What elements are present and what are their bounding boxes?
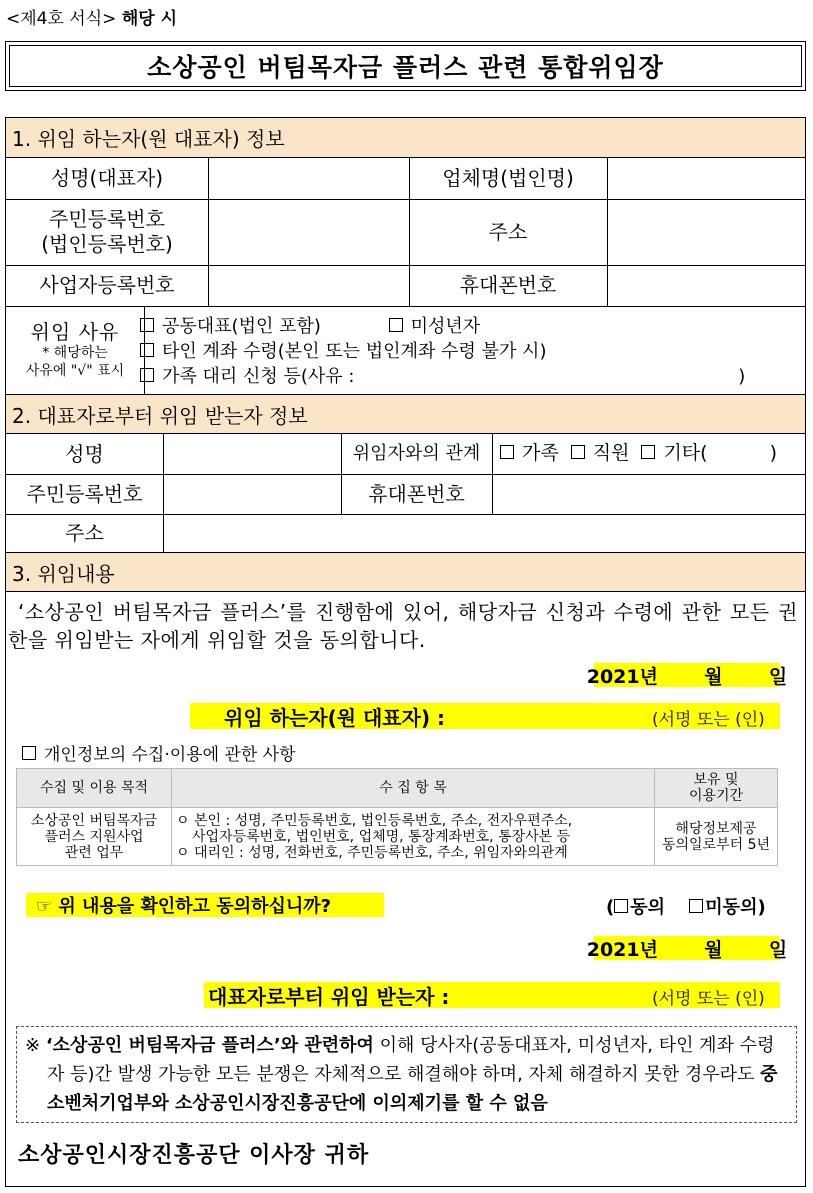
reason-minor-label: 미성년자 <box>410 316 481 337</box>
agree-label: 동의 <box>630 897 666 918</box>
footer-addressee: 소상공인시장진흥공단 이사장 귀하 <box>18 1143 370 1168</box>
agree-checkbox[interactable] <box>614 899 628 913</box>
reason-row-1 <box>140 314 745 339</box>
grantee-phone-field[interactable] <box>492 474 805 514</box>
form-number-label <box>6 4 177 29</box>
form-note: 해당 시 <box>121 9 177 29</box>
grid-line <box>341 434 342 514</box>
privacy-table-row <box>17 808 778 866</box>
purpose-cell <box>17 808 172 866</box>
grid-line <box>6 514 805 515</box>
phone-label: 휴대폰번호 <box>459 273 557 297</box>
grantee-name-label: 성명 <box>65 441 104 466</box>
privacy-table-header <box>17 769 778 808</box>
col-period-line1: 보유 및 <box>693 772 739 788</box>
company-label: 업체명(법인명) <box>442 166 574 190</box>
grantee-rrn-label: 주민등록번호 <box>26 481 143 506</box>
grantee-address-field[interactable] <box>163 514 805 552</box>
rrn-label-line2: (법인등록번호) <box>41 232 173 256</box>
grantee-sign-hint: (서명 또는 (인) <box>652 989 765 1009</box>
reason-note2: 사유에 "√" 표시 <box>25 362 125 379</box>
grantee-rrn-field[interactable] <box>163 474 341 514</box>
reason-account-label: 타인 계좌 수령(본인 또는 법인계좌 수령 불가 시) <box>162 341 547 362</box>
reason-title: 위임 사유 <box>30 320 120 344</box>
rrn-label-line1: 주민등록번호 <box>49 207 165 231</box>
relation-staff-checkbox[interactable] <box>571 445 585 459</box>
period-cell <box>655 808 778 866</box>
grantee-phone-label: 휴대폰번호 <box>368 481 465 506</box>
notice-bold-2: 중소벤처기업부와 소상공인시장진흥공단에 이의제기를 할 수 없음 <box>47 1064 778 1114</box>
reason-row-2 <box>140 339 745 364</box>
reason-account-checkbox[interactable] <box>140 343 154 357</box>
relation-staff-label: 직원 <box>592 442 630 465</box>
agree-open: ( <box>606 897 615 918</box>
items-cell <box>172 808 655 866</box>
relation-other-close: ) <box>769 442 777 465</box>
form-number: <제4호 서식> <box>6 9 117 29</box>
grid-line <box>607 158 608 306</box>
grantee-name-field[interactable] <box>163 434 341 474</box>
grantor-sign-hint: (서명 또는 (인) <box>652 710 765 730</box>
grid-line <box>492 434 493 514</box>
reason-label <box>6 306 144 394</box>
period-line: 해당정보제공 <box>675 820 757 837</box>
consent-paragraph: ‘소상공인 버팀목자금 플러스’를 진행함에 있어, 해당자금 신청과 수령에 관한 모든 권한을 위임받는 자에게 위임할 것을 동의합니다. <box>8 600 798 652</box>
section2-heading: 2. 대표자로부터 위임 받는자 정보 <box>6 394 805 434</box>
privacy-table <box>16 768 778 866</box>
privacy-checkbox[interactable] <box>22 746 36 760</box>
notice-mark: ※ <box>25 1035 41 1056</box>
grid-line <box>409 158 410 306</box>
reason-family-close: ) <box>738 366 746 387</box>
relation-other-label: 기타( <box>663 442 708 465</box>
grantor-sign-label: 위임 하는자(원 대표자) : <box>224 705 446 730</box>
phone-field[interactable] <box>607 265 805 306</box>
disagree-label: 미동의 <box>705 897 758 918</box>
reason-row-3 <box>140 364 745 389</box>
col-items: 수 집 항 목 <box>172 769 655 808</box>
notice-box <box>16 1026 797 1123</box>
grantee-address-label: 주소 <box>65 520 104 545</box>
items-line: ㅇ 본인 : 성명, 주민등록번호, 법인등록번호, 주소, 전자우편주소, <box>176 812 573 829</box>
confirm-question: ☞ 위 내용을 확인하고 동의하십니까? <box>26 893 384 917</box>
date-line-1: 2021년 월 일 <box>594 663 780 687</box>
company-field[interactable] <box>607 158 805 199</box>
reason-note1: * 해당하는 <box>42 345 108 361</box>
title-box <box>5 41 806 91</box>
rrn-field[interactable] <box>208 199 409 265</box>
grid-line <box>6 474 805 475</box>
reason-joint-checkbox[interactable] <box>140 318 154 332</box>
col-period-line2: 이용기간 <box>688 788 744 804</box>
privacy-title-text: 개인정보의 수집·이용에 관한 사항 <box>44 745 296 765</box>
rrn-label <box>6 199 208 265</box>
page-title: 소상공인 버팀목자금 플러스 관련 통합위임장 <box>9 45 802 87</box>
relation-family-checkbox[interactable] <box>500 445 514 459</box>
reason-family-checkbox[interactable] <box>140 368 154 382</box>
bizno-field[interactable] <box>208 265 409 306</box>
grantee-sign-label: 대표자로부터 위임 받는자 : <box>208 984 450 1009</box>
relation-options <box>492 434 813 474</box>
relation-family-label: 가족 <box>522 442 559 465</box>
disagree-checkbox[interactable] <box>689 899 703 913</box>
name-label: 성명(대표자) <box>50 166 164 190</box>
reason-minor-checkbox[interactable] <box>389 318 403 332</box>
grid-line <box>6 199 805 200</box>
notice-bold-1: ‘소상공인 버팀목자금 플러스’와 관련하여 <box>45 1035 374 1056</box>
grid-line <box>6 306 805 307</box>
section3-heading: 3. 위임내용 <box>6 552 805 592</box>
address-label: 주소 <box>488 219 528 244</box>
relation-label: 위임자와의 관계 <box>352 442 481 464</box>
bizno-label: 사업자등록번호 <box>39 273 175 297</box>
date-line-2: 2021년 월 일 <box>594 936 780 960</box>
period-line: 동의일로부터 5년 <box>661 836 771 853</box>
items-line: ㅇ 대리인 : 성명, 전화번호, 주민등록번호, 주소, 위임자와의관계 <box>176 844 568 861</box>
notice-text: 이해 당사자(공동대표자, 미성년자, 타인 계좌 수령자 등)간 발생 가능한 모든 분쟁은 자체적으로 해결해야 하며, 자체 해결하지 못한 경우라도 <box>47 1035 775 1085</box>
reason-joint-label: 공동대표(법인 포함) <box>162 316 321 337</box>
grid-line <box>6 265 805 266</box>
relation-other-checkbox[interactable] <box>641 445 655 459</box>
grid-line <box>208 158 209 306</box>
address-field[interactable] <box>607 199 805 265</box>
name-field[interactable] <box>208 158 409 199</box>
col-period <box>655 769 778 808</box>
purpose-line: 관련 업무 <box>64 844 124 861</box>
col-purpose: 수집 및 이용 목적 <box>17 769 172 808</box>
reason-family-label: 가족 대리 신청 등(사유 : <box>162 366 355 387</box>
reason-options <box>140 314 745 389</box>
purpose-line: 소상공인 버팀목자금 <box>30 812 158 829</box>
items-line: 사업자등록번호, 법인번호, 업체명, 통장계좌번호, 통장사본 등 <box>192 828 571 845</box>
purpose-line: 플러스 지원사업 <box>44 828 144 845</box>
section1-heading: 1. 위임 하는자(원 대표자) 정보 <box>6 118 805 158</box>
privacy-title <box>22 740 296 765</box>
agree-options <box>606 893 766 919</box>
grid-line <box>163 434 164 552</box>
agree-close: ) <box>757 897 766 918</box>
